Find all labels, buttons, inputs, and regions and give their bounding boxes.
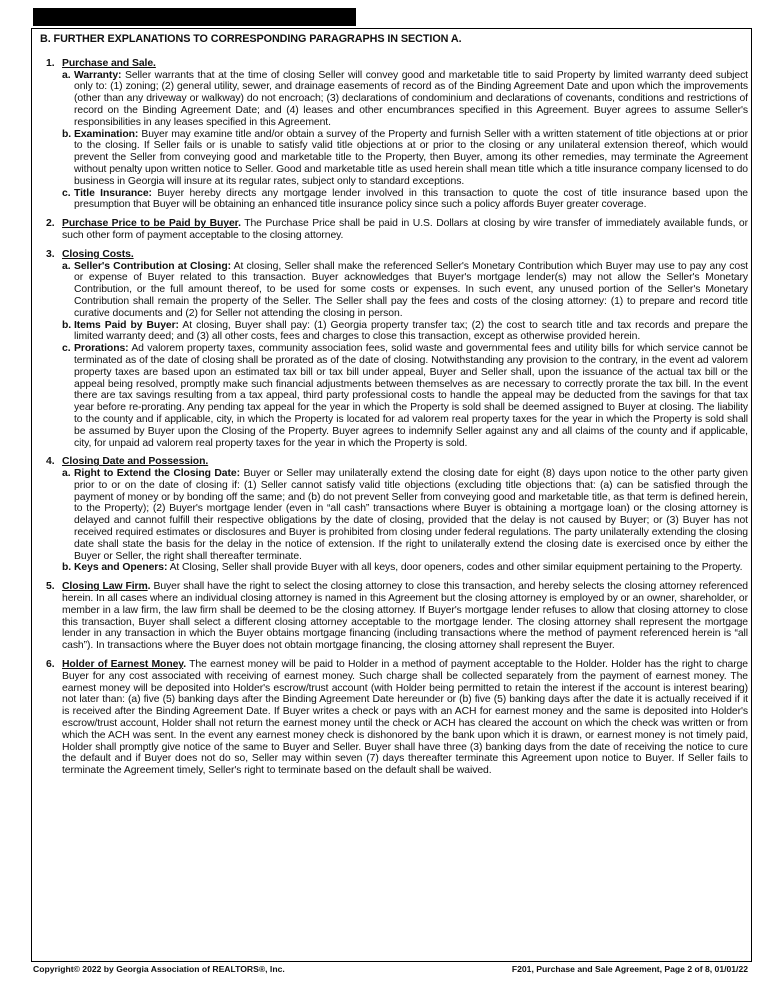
sub-text: Seller warrants that at the time of closing Seller will convey good and marketable title to said Property by limited warranty deed subject only to: (1) zoning; (2) general utility, sewer, and drainage easements of record as of the Binding Agreement Date and upon which the improvements (other than any driveway or walkway) do not encroach; (3) declarations of condominium and declarations of covenants, conditions and restrictions of record on the Binding Agreement Date; and (4) leases and other encumbrances specified in this Agreement. Buyer agrees to assume Seller's responsibilities in any leases specified in this Agreement. [74,69,748,128]
section-title: B. FURTHER EXPLANATIONS TO CORRESPONDING PARAGRAPHS IN SECTION A. [40,33,462,45]
paragraph-number: 2. [46,218,55,230]
heading-period: . [147,581,151,593]
sub-title: Warranty: [74,69,122,81]
subparagraph-3c [62,343,748,449]
paragraph-heading: Closing Date and Possession. [62,456,209,468]
form-page-info: F201, Purchase and Sale Agreement, Page 2 of 8, 01/01/22 [511,964,748,974]
paragraph-2 [36,218,748,242]
subparagraph-1a [62,70,748,129]
sub-title: Right to Extend the Closing Date: [74,468,240,480]
paragraph-5 [36,581,748,652]
paragraph-4 [36,456,748,574]
sub-text: Buyer or Seller may unilaterally extend the closing date for eight (8) days upon notice to the other party given prior to or on the date of closing if: (1) Seller cannot satisfy valid title objections (excluding title objections that: (a) can be satisfied through the payment of money or by bonding off the same; and (b) do not prevent Seller from conveying good and marketable title, as that term is defined herein, to the Property); (2) Buyer's mortgage lender (even in “all cash” transactions where Buyer is obtaining a mortgage loan) or the closing attorney is delayed and cannot fulfill their respective obligations by the date of closing, provided that the delay is not caused by Buyer; or (3) Buyer has not received required estimates or disclosures and Buyer is prohibited from closing under federal regulations. The party unilaterally extending the closing date shall state the basis for the delay in the notice of extension. If the right to unilaterally extend the closing date is exercised once by either the Buyer or Seller, the right shall thereafter terminate. [74,468,748,562]
sub-letter: c. [62,187,71,199]
sub-title: Keys and Openers: [74,562,168,574]
paragraph-number: 4. [46,456,55,468]
subparagraph-1b [62,129,748,188]
paragraph-number: 1. [46,57,55,69]
sub-title: Examination: [74,128,139,140]
sub-letter: a. [62,69,71,81]
paragraph-number: 3. [46,248,55,260]
paragraph-6 [36,659,748,777]
paragraph-text: The earnest money will be paid to Holder in a method of payment acceptable to the Holder. Holder has the right to charge Buyer for any cost associated with receiving of earnest money. Such charge shall be collected separately from the payment of earnest money. The earnest money will be deposited into Holder's escrow/trust account (with Holder being permitted to retain the interest if the account is interest bearing) not later than: (a) five (5) banking days after the Binding Agreement Date hereunder or (b) five (5) banking days after the date it is actually received if it is received after the Binding Agreement Date. If Buyer writes a check or pays with an ACH for earnest money and the same is deposited into Holder's escrow/trust account, Holder shall not return the earnest money until the check or ACH has cleared the account on which the check was written or from which the ACH was sent. In the event any earnest money check is dishonored by the bank upon which it is drawn, or earnest money is not timely paid, Holder shall promptly give notice of the same to Buyer and Seller. Buyer shall have three (3) banking days from the date of receiving the notice to cure the default and if Buyer does not do so, Seller may within seven (7) days thereafter terminate this Agreement upon notice to Buyer. If Seller fails to terminate the Agreement timely, Seller's right to terminate based on the default shall be waived. [62,659,748,777]
sub-text: At closing, Buyer shall pay: (1) Georgia property transfer tax; (2) the cost to search title and tax records and prepare the limited warranty deed; and (3) all other costs, fees and charges to close this transaction, except as otherwise provided herein. [74,319,748,343]
sub-title: Items Paid by Buyer: [74,319,179,331]
subparagraph-4b [62,562,748,574]
paragraph-1 [36,58,748,211]
sub-text: At Closing, Seller shall provide Buyer with all keys, door openers, codes and other similar equipment pertaining to the Property. [167,562,743,574]
sub-title: Prorations: [74,343,129,355]
paragraph-heading: Purchase Price to be Paid by Buyer [62,218,239,230]
sub-letter: c. [62,343,71,355]
paragraph-text: Buyer shall have the right to select the closing attorney to close this transaction, and hereby selects the closing attorney referenced herein. In all cases where an individual closing attorney is named in this Agreement but the closing attorney is employed by or an owner, shareholder, or member in a law firm, the law firm shall be deemed to be the closing attorney. If Buyer's mortgage lender refuses to allow that closing attorney to close this transaction, Buyer shall select a different closing attorney acceptable to the mortgage lender. The closing attorney shall represent the mortgage lender in any transaction in which the Buyer obtains mortgage financing (including transactions where the method of payment referenced herein is “all cash”). In transactions where the Buyer does not obtain mortgage financing, the closing attorney shall represent the Buyer. [62,581,748,652]
sub-letter: b. [62,319,72,331]
sub-title: Seller's Contribution at Closing: [74,260,231,272]
sub-text: Buyer hereby directs any mortgage lender involved in this transaction to quote the cost of title insurance based upon the presumption that Buyer will be obtaining an enhanced title insurance policy since such a policy affords Buyer greater coverage. [74,187,748,211]
paragraph-number: 6. [46,659,55,671]
paragraph-heading: Purchase and Sale. [62,57,156,69]
sub-title: Title Insurance: [74,187,152,199]
subparagraph-4a [62,468,748,562]
page-footer [33,964,748,974]
copyright-notice: Copyright© 2022 by Georgia Association of REALTORS®, Inc. [33,964,285,974]
heading-period: . [238,218,241,230]
heading-period: . [183,659,187,671]
sub-text: Ad valorem property taxes, community association fees, solid waste and governmental fees and utility bills for which service cannot be terminated as of the date of closing shall be prorated as of the date of closing. Notwithstanding any provision to the contrary, in the event ad valorem property taxes are based upon an estimated tax bill or tax bill under appeal, Buyer and Seller shall, upon the issuance of the actual tax bill or the appeal being resolved, promptly make such financial adjustments between themselves as are necessary to correctly prorate the tax bill. In the event there are tax savings resulting from a tax appeal, third party professional costs to handle the appeal may be deducted from the savings for that tax year before re-prorating. Any pending tax appeal for the year in which the Property is sold shall be deemed assigned to Buyer at closing. The liability to the county and if applicable, city, in which the Property is located for ad valorem real property taxes for the year in which the Property is sold shall be assumed by Buyer upon the Closing of the Property. Buyer agrees to indemnify Seller against any and all claims of the county and if applicable, city, for unpaid ad valorem real property taxes for the year in which the Property is sold. [74,343,748,449]
sub-text: At closing, Seller shall make the referenced Seller's Monetary Contribution which Buyer may use to pay any cost or expense of Buyer related to this transaction. Buyer acknowledges that Buyer's mortgage lender(s) may not allow the Seller's Monetary Contribution, or the full amount thereof, to be used for some costs or expenses. In such event, any unused portion of the Seller's Monetary Contribution shall remain the property of the Seller. The Seller shall pay the fees and costs of the closing attorney: (1) to prepare and record title curative documents and (2) for Seller not attending the closing in person. [74,260,748,319]
paragraph-heading: Closing Law Firm [62,581,148,593]
sub-letter: b. [62,562,72,574]
paragraph-heading: Closing Costs. [62,248,134,260]
sub-letter: b. [62,128,72,140]
subparagraph-3a [62,261,748,320]
paragraph-text: The Purchase Price shall be paid in U.S. Dollars at closing by wire transfer of immediately available funds, or such other form of payment acceptable to the closing attorney. [62,218,748,241]
paragraph-number: 5. [46,581,55,593]
sub-letter: a. [62,260,71,272]
redacted-header-bar [33,8,356,26]
paragraph-3 [36,249,748,450]
subparagraph-3b [62,320,748,344]
paragraph-heading: Holder of Earnest Money [62,659,184,671]
document-body [36,34,748,784]
subparagraph-1c [62,188,748,212]
sub-text: Buyer may examine title and/or obtain a survey of the Property and furnish Seller with a written statement of title objections at or prior to the closing. If Seller fails or is unable to satisfy valid title objections at or prior to the closing or any unilateral extension thereof, which would prevent the Seller from conveying good and marketable title to the Property, then Buyer, among its other remedies, may terminate the Agreement without penalty upon written notice to Seller. Good and marketable title as used herein shall mean title which a title insurance company licensed to do business in Georgia will insure at its regular rates, subject only to standard exceptions. [74,128,748,187]
sub-letter: a. [62,468,71,480]
